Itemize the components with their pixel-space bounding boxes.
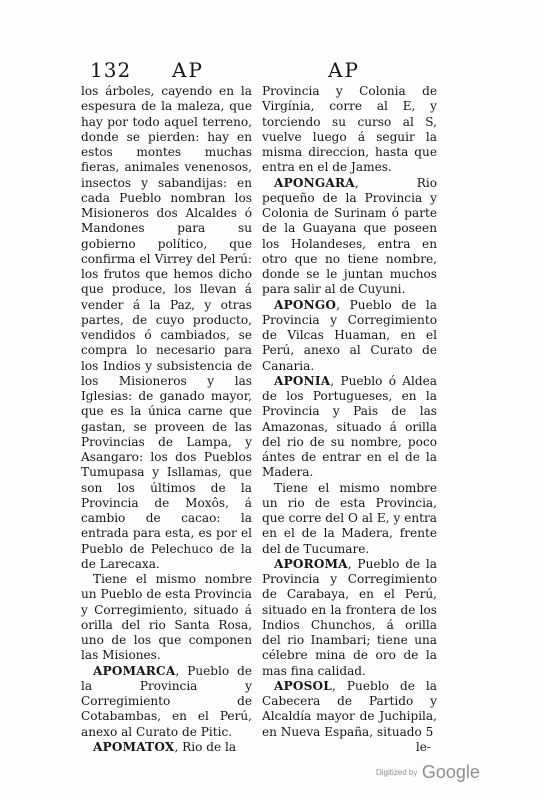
entry-text: Tiene el mismo nombre un Pueblo de esta Provincia y Corregimiento, situado á orilla del rio Santa Rosa, uno de los que componen las Misiones.: [81, 572, 252, 663]
running-head-right: AP: [328, 58, 360, 82]
paragraph: [81, 572, 252, 664]
entry-text: , Pueblo de la Provincia y Corregimiento de Vilcas Huaman, en el Perú, anexo al Curato de Canaria.: [262, 297, 437, 373]
entry-text: , Pueblo de la Provincia y Corregimiento de Carabaya, en el Perú, situado en la frontera de los Indios Chunchos, á orilla del rio Inambari; tiene una célebre mina de oro de la mas fina calidad.: [262, 556, 437, 678]
continued-text: [262, 84, 437, 176]
entry-text: los árboles, cayendo en la espesura de la maleza, que hay por todo aquel terreno, donde se pierden: hay en estos montes muchas fieras, animales venenosos, insectos y sabandijas: en cada Pueblo nombran los Misioneros dos Alcaldes ó Mandones para su gobierno político, que confirma el Virrey del Perú: los frutos que hemos dicho que produce, los llevan á vender á la Paz, y otras partes, de cuyo producto, vendidos ó cambiados, se compra lo necesario para los Indios y subsistencia de los Misioneros y las Iglesias: de ganado mayor, que es la única carne que gastan, se proveen de las Provincias de Lampa, y Asangaro: los dos Pueblos Tumupasa y Isllamas, que son los últimos de la Provincia de Moxôs, á cambio de cacao: la entrada para esta, es por el Pueblo de Pelechuco de la de Larecaxa.: [81, 84, 252, 571]
entry-headword: APOMATOX: [93, 739, 175, 754]
entry-headword: APOROMA: [274, 556, 348, 571]
watermark-brand: Google: [421, 762, 480, 782]
entry-headword: APONGARA: [274, 175, 355, 190]
page-header: [90, 58, 450, 84]
entry-text: , Pueblo de la Cabecera de Partido y Alcaldía mayor de Juchipila, en Nueva España, situado 5: [262, 678, 437, 739]
dictionary-entry: [262, 557, 437, 679]
dictionary-entry: [81, 740, 252, 755]
right-column: [262, 84, 437, 755]
entry-text: , Pueblo ó Aldea de los Portugueses, en la Provincia y Pais de las Amazonas, situado á orilla del rio de su nombre, poco ántes de entrar en el de la Madera.: [262, 373, 437, 480]
entry-text: Provincia y Colonia de Virgínia, corre al E, y torciendo su curso al S, vuelve luego á seguir la misma direccion, hasta que entra en el de James.: [262, 84, 437, 175]
running-head-left: AP: [172, 58, 204, 82]
dictionary-entry: [262, 176, 437, 298]
paragraph: [262, 481, 437, 557]
watermark-prefix: Digitized by: [376, 768, 418, 777]
entry-text: , Pueblo de la Provincia y Corregimiento de Cotabambas, en el Perú, anexo al Curato de Pitic.: [81, 663, 252, 739]
entry-text: Tiene el mismo nombre un rio de esta Provincia, que corre del O al E, y entra en el de la Madera, frente del de Tucumare.: [262, 480, 437, 556]
dictionary-entry: [81, 664, 252, 740]
catchword: [262, 740, 437, 755]
digitized-watermark: [376, 762, 480, 783]
dictionary-entry: [262, 679, 437, 740]
entry-headword: APONIA: [274, 373, 331, 388]
dictionary-entry: [262, 374, 437, 481]
entry-headword: APOMARCA: [93, 663, 176, 678]
entry-headword: APONGO: [274, 297, 337, 312]
entry-text: , Rio pequeño de la Provincia y Colonia de Surinam ó parte de la Guayana que poseen los Holandeses, entra en otro que no tiene nombre, donde se le juntan muchos para salir al de Cuyuni.: [262, 175, 437, 297]
dictionary-entry: [262, 298, 437, 374]
page-number: 132: [90, 58, 132, 82]
left-column: [81, 84, 252, 755]
entry-text: le-: [415, 739, 431, 754]
entry-text: , Rio de la: [174, 739, 237, 754]
continued-text: [81, 84, 252, 572]
entry-headword: APOSOL: [274, 678, 332, 693]
